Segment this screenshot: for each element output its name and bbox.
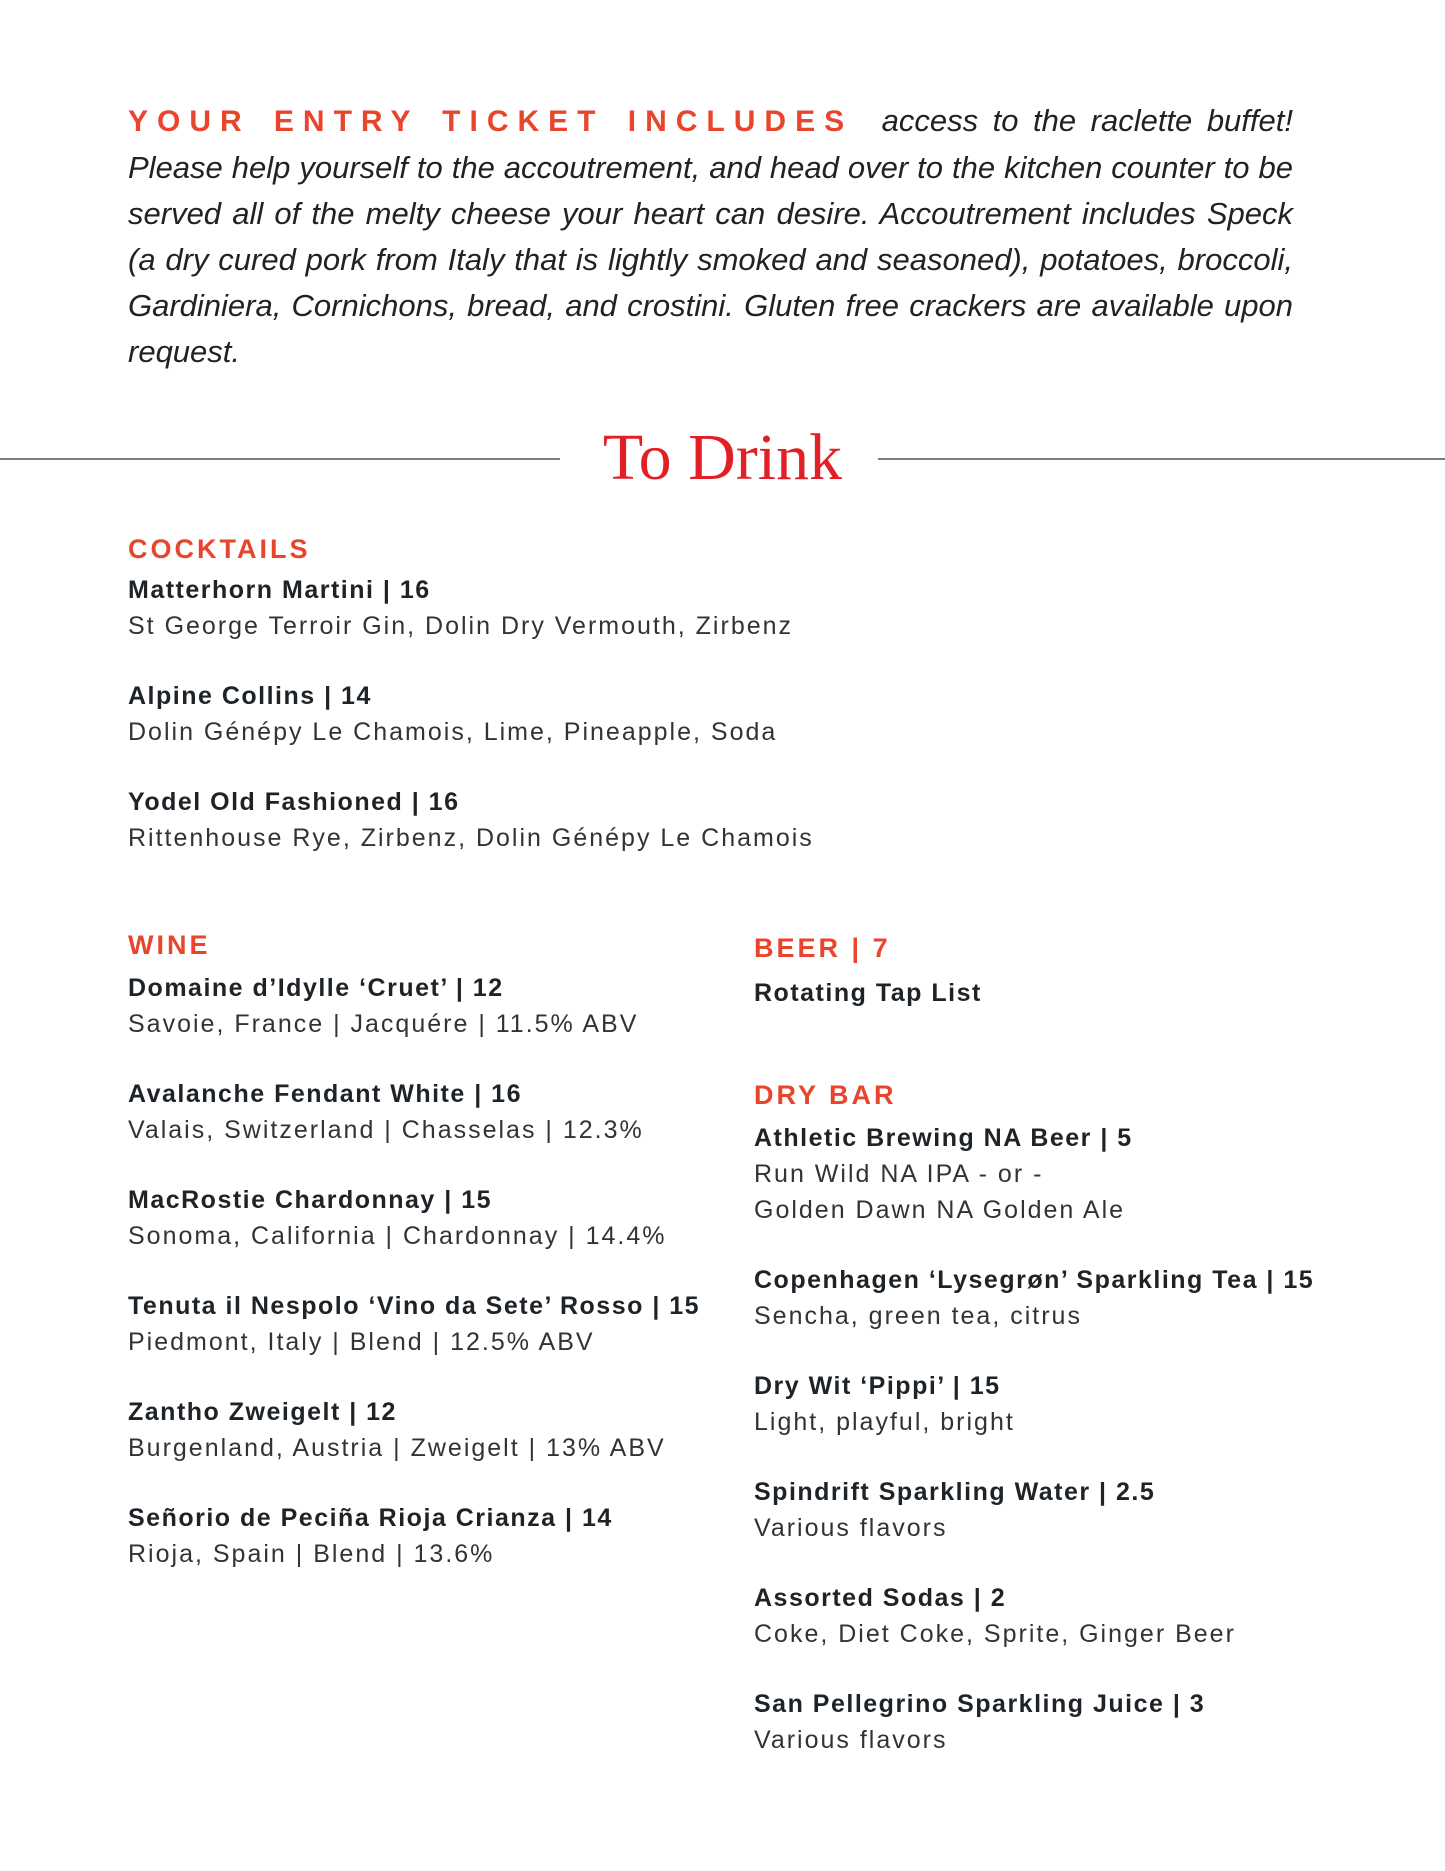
list-item — [754, 1686, 1414, 1758]
item-name: Assorted Sodas | 2 — [754, 1584, 1007, 1612]
list-item — [754, 1368, 1414, 1440]
item-desc: St George Terroir Gin, Dolin Dry Vermouth, Zirbenz — [128, 612, 794, 640]
item-name: Domaine d’Idylle ‘Cruet’ | 12 — [128, 974, 504, 1002]
item-desc: Piedmont, Italy | Blend | 12.5% ABV — [128, 1328, 595, 1356]
item-desc: Dolin Génépy Le Chamois, Lime, Pineapple, Soda — [128, 718, 778, 746]
item-desc: Rioja, Spain | Blend | 13.6% — [128, 1540, 495, 1568]
cocktails-heading: COCKTAILS — [128, 534, 311, 564]
item-name: Rotating Tap List — [754, 979, 982, 1007]
list-item — [128, 1076, 748, 1148]
list-item — [128, 1394, 748, 1466]
intro-paragraph — [128, 98, 1293, 375]
item-name: Alpine Collins | 14 — [128, 682, 372, 710]
item-name: Spindrift Sparkling Water | 2.5 — [754, 1478, 1156, 1506]
section-title: To Drink — [602, 421, 843, 494]
item-name: Zantho Zweigelt | 12 — [128, 1398, 397, 1426]
list-item — [754, 975, 1394, 1011]
item-desc: Savoie, France | Jacquére | 11.5% ABV — [128, 1010, 639, 1038]
list-item — [128, 572, 1028, 644]
divider-right — [878, 458, 1445, 460]
item-desc: Run Wild NA IPA - or - — [754, 1160, 1044, 1188]
wine-heading: WINE — [128, 930, 211, 960]
item-desc: Rittenhouse Rye, Zirbenz, Dolin Génépy Le Chamois — [128, 824, 814, 852]
item-name: Tenuta il Nespolo ‘Vino da Sete’ Rosso | 15 — [128, 1292, 701, 1320]
item-name: Athletic Brewing NA Beer | 5 — [754, 1124, 1133, 1152]
item-name: Copenhagen ‘Lysegrøn’ Sparkling Tea | 15 — [754, 1266, 1315, 1294]
list-item — [128, 784, 1028, 856]
list-item — [754, 1580, 1414, 1652]
wine-list — [128, 970, 748, 1606]
item-desc: Burgenland, Austria | Zweigelt | 13% ABV — [128, 1434, 666, 1462]
item-name: Dry Wit ‘Pippi’ | 15 — [754, 1372, 1001, 1400]
intro-text: access to the raclette buffet! Please help yourself to the accoutrement, and head over to the kitchen counter to be served all of the melty cheese your heart can desire. Accoutrement includes Speck (a dry cured pork from Italy that is lightly smoked and seasoned), potatoes, broccoli, Gardiniera, Cornichons, bread, and crostini. Gluten free crackers are available upon request. — [128, 103, 1293, 369]
list-item — [128, 970, 748, 1042]
item-desc: Golden Dawn NA Golden Ale — [754, 1196, 1126, 1224]
list-item — [754, 1474, 1414, 1546]
item-name: Señorio de Peciña Rioja Crianza | 14 — [128, 1504, 613, 1532]
item-name: Yodel Old Fashioned | 16 — [128, 788, 460, 816]
item-desc: Various flavors — [754, 1726, 948, 1754]
item-desc: Light, playful, bright — [754, 1408, 1015, 1436]
cocktails-list — [128, 572, 1028, 890]
item-desc: Sencha, green tea, citrus — [754, 1302, 1082, 1330]
beer-list — [754, 975, 1394, 1011]
list-item — [754, 1262, 1414, 1334]
item-name: MacRostie Chardonnay | 15 — [128, 1186, 493, 1214]
list-item — [128, 1288, 748, 1360]
item-desc: Coke, Diet Coke, Sprite, Ginger Beer — [754, 1620, 1236, 1648]
item-desc: Sonoma, California | Chardonnay | 14.4% — [128, 1222, 667, 1250]
dry-bar-list — [754, 1120, 1414, 1792]
dry-bar-heading: DRY BAR — [754, 1080, 897, 1110]
item-desc: Various flavors — [754, 1514, 948, 1542]
item-name: Matterhorn Martini | 16 — [128, 576, 431, 604]
item-name: Avalanche Fendant White | 16 — [128, 1080, 522, 1108]
list-item — [128, 1182, 748, 1254]
list-item — [128, 678, 1028, 750]
list-item — [754, 1120, 1414, 1228]
item-desc: Valais, Switzerland | Chasselas | 12.3% — [128, 1116, 644, 1144]
item-name: San Pellegrino Sparkling Juice | 3 — [754, 1690, 1206, 1718]
intro-lead: YOUR ENTRY TICKET INCLUDES — [128, 105, 854, 138]
list-item — [128, 1500, 748, 1572]
beer-heading: BEER | 7 — [754, 933, 891, 963]
